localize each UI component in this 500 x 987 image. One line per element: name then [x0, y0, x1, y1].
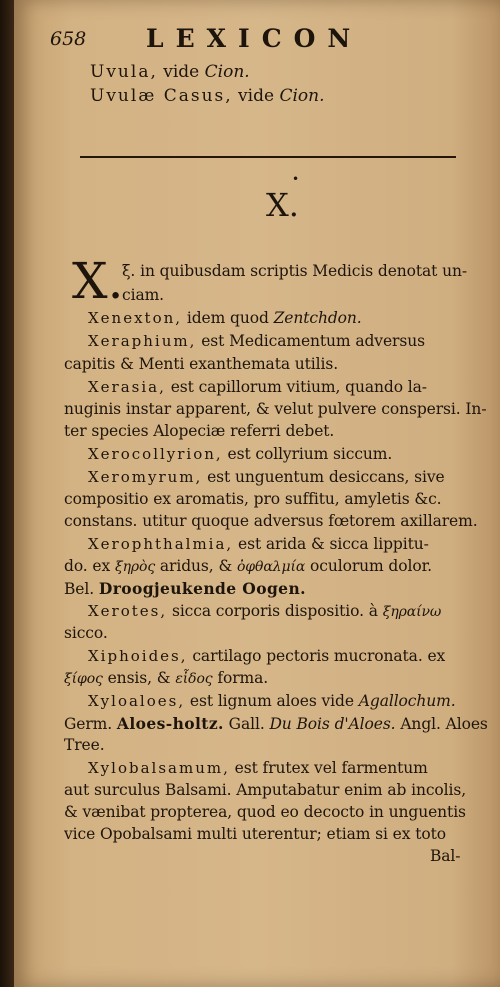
entry-xerophthalmia-line-2: do. ex ξηρὸς aridus, & ὀφθαλμία oculorum dolor.: [64, 557, 433, 575]
french-term: Du Bois d'Aloes.: [269, 715, 396, 733]
entry-text: vide: [157, 62, 205, 82]
book-page: [14, 0, 500, 987]
page-gutter-shadow: [0, 0, 14, 987]
entry-xyloaloes: Xyloaloes, est lignum aloes vide Agallochum.: [88, 692, 456, 710]
entry-x-line-1: ξ. in quibusdam scriptis Medicis denotat un-: [122, 262, 468, 280]
entry-x-line-2: ciam.: [122, 286, 165, 304]
gothic-term: Droogjeukende Oogen.: [98, 579, 306, 598]
gothic-term: Aloes-holtz.: [116, 714, 224, 733]
cross-reference: Cion.: [279, 86, 325, 106]
page-header: [50, 24, 480, 54]
entry-xerotes-line-2: sicco.: [64, 624, 108, 642]
entry-xerocollyrion: Xerocollyrion, est collyrium siccum.: [88, 445, 393, 463]
entry-xerasia-line-3: ter species Alopeciæ referri debet.: [64, 422, 335, 440]
greek-term: ξίφος: [64, 671, 103, 687]
entry-xiphoides: Xiphoides, cartilago pectoris mucronata. ex: [88, 647, 446, 665]
cross-reference: Cion.: [204, 62, 250, 82]
entry-xerasia-line-2: nuginis instar apparent, & velut pulvere conspersi. In-: [64, 400, 487, 418]
entry-xyloaloes-line-3: Tree.: [64, 736, 105, 754]
entry-xenexton: Xenexton, idem quod Zentchdon.: [88, 309, 362, 327]
entry-xyloaloes-line-2: Germ. Aloes-holtz. Gall. Du Bois d'Aloes. Angl. Aloes: [64, 714, 488, 733]
entry-headword: Xeraphium,: [88, 332, 197, 350]
entry-xeromyrum-line-2: compositio ex aromatis, pro suffitu, amyletis &c.: [64, 490, 442, 508]
entry-headword: Xyloaloes,: [88, 692, 186, 710]
section-rule: [80, 156, 456, 158]
entry-xylobalsamum-line-2: aut surculus Balsami. Amputabatur enim ab incolis,: [64, 781, 467, 799]
cross-reference: Zentchdon.: [273, 309, 362, 327]
entry-xerasia: Xerasia, est capillorum vitium, quando la-: [88, 378, 427, 396]
greek-term: εἶδος: [175, 671, 213, 687]
entry-xeraphium: Xeraphium, est Medicamentum adversus: [88, 332, 425, 350]
entry-headword: Xerophthalmia,: [88, 535, 234, 553]
drop-cap: X.: [72, 252, 124, 310]
entry-headword: Xiphoides,: [88, 647, 188, 665]
entry-headword: Xeromyrum,: [88, 468, 203, 486]
entry-xerophthalmia: Xerophthalmia, est arida & sicca lippitu-: [88, 535, 429, 553]
entry-headword: Xerocollyrion,: [88, 445, 223, 463]
entry-xeraphium-line-2: capitis & Menti exanthemata utilis.: [64, 355, 339, 373]
entry-text: vide: [232, 86, 280, 106]
entry-xerotes: Xerotes, sicca corporis dispositio. à ξηραίνω: [88, 602, 442, 620]
entry-uvula: [90, 62, 250, 82]
entry-xylobalsamum-line-4: vice Opobalsami multi uterentur; etiam si ex toto: [64, 825, 446, 843]
entry-xeromyrum: Xeromyrum, est unguentum desiccans, sive: [88, 468, 445, 486]
entry-uvulae-casus: [90, 86, 325, 106]
entry-headword: Xylobalsamum,: [88, 759, 230, 777]
entry-headword: Uvula,: [90, 62, 158, 82]
entry-xeromyrum-line-3: constans. utitur quoque adversus fœtorem axillarem.: [64, 512, 478, 530]
page-number: 658: [50, 28, 87, 50]
entry-headword: Xenexton,: [88, 309, 183, 327]
catchword: Bal-: [430, 847, 461, 865]
greek-term: ξηρὸς: [114, 559, 156, 575]
entry-xylobalsamum-line-3: & vænibat propterea, quod eo decocto in unguentis: [64, 803, 466, 821]
greek-term: ξηραίνω: [382, 604, 442, 620]
section-heading: X.: [266, 186, 299, 224]
entry-headword: Uvulæ Casus,: [90, 86, 233, 106]
entry-xylobalsamum: Xylobalsamum, est frutex vel farmentum: [88, 759, 428, 777]
running-title: LEXICON: [146, 24, 363, 53]
entry-headword: Xerotes,: [88, 602, 168, 620]
entry-xiphoides-line-2: ξίφος ensis, & εἶδος forma.: [64, 669, 269, 687]
entry-headword: Xerasia,: [88, 378, 166, 396]
rule-ornament: •: [292, 172, 300, 186]
greek-term: ὀφθαλμία: [236, 559, 306, 575]
cross-reference: Agallochum.: [358, 692, 456, 710]
entry-xerophthalmia-line-3: Bel. Droogjeukende Oogen.: [64, 579, 306, 598]
